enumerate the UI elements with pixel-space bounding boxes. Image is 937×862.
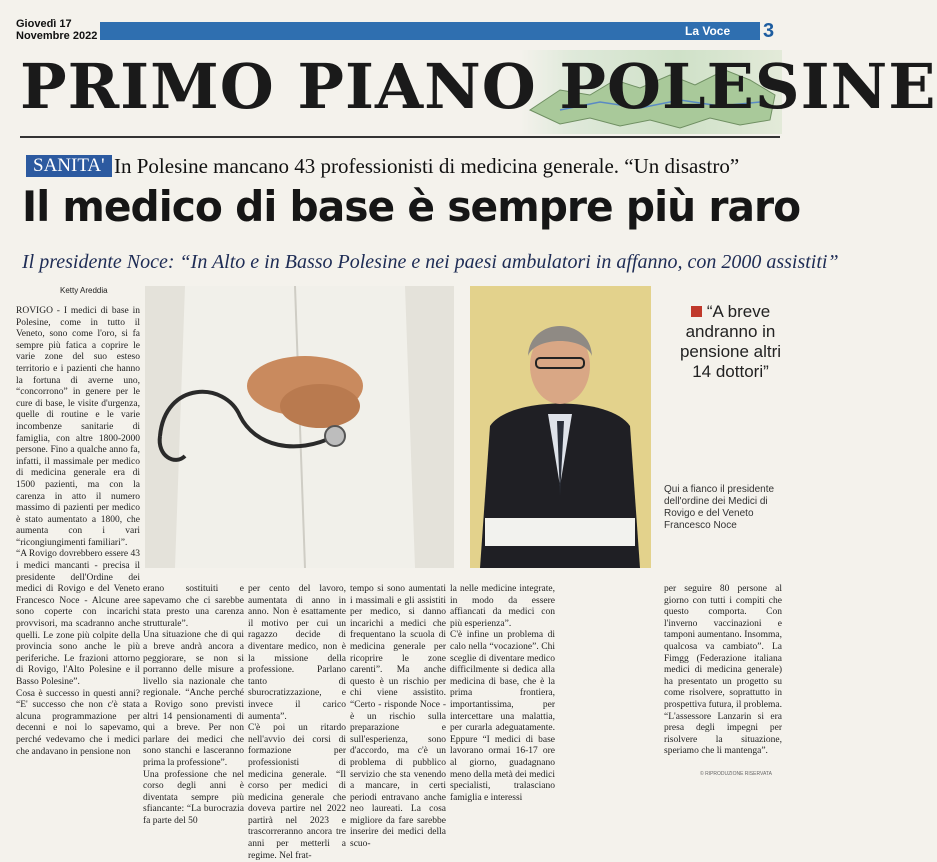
paragraph: per seguire 80 persone al giorno con tutti i compiti che questo comporta. Con l'inverno vaccinazioni e tamponi aumentano. Insomma, qualcosa va cambiato”. La Fimgg (Federazione italiana medici di medicina generale) ha presentato un progetto su come risolvere, soprattutto in prospettiva futura, il problema. “L'assessore Lanzarin si era presa degli impegni per risolvere la situazione, speriamo che li mantenga”. — [664, 584, 782, 757]
pull-quote-text: “A breve andranno in pensione altri 14 dottori” — [679, 302, 782, 381]
paragraph: C'è infine un problema di calo nella “vocazione”. Chi sceglie di diventare medico difficilmente si dedica alla medicina di base, che è la prima frontiera, importantissima, per intercettare una malattia, per curarla adeguatamente. Eppure “I medici di base lavorano ormai 16-17 ore al giorno, guadagnano meno della metà dei medici specialisti, tralasciano famiglia e interessi — [450, 630, 555, 803]
bullet-icon — [691, 306, 702, 317]
category-tag: SANITA' — [26, 155, 112, 177]
divider — [20, 136, 780, 138]
article-column-6 — [664, 584, 782, 770]
article-column-2 — [143, 584, 244, 826]
issue-month: Novembre 2022 — [16, 30, 98, 42]
article-column-1 — [16, 306, 140, 776]
article-column-5 — [450, 584, 555, 803]
page-number: 3 — [763, 20, 775, 42]
paragraph: C'è poi un ritardo nell'avvio dei corsi di formazione per professionisti di medicina generale. “Il corso per medici di medicina generale che doveva partire nel 2022 partirà nel 2023 e trascorreranno ancora tre anni per metterli a regime. Nel frat- — [248, 723, 346, 861]
issue-date — [16, 18, 97, 42]
paragraph: ROVIGO - I medici di base in Polesine, come in tutto il Veneto, sono come l'oro, si fa sempre più fatica a coprire le varie zone del suo esteso territorio e i pazienti che hanno la fortuna di averne uno, “concorrono” in genere per le cure di base, le visite d'urgenza, quelle di routine e le varie incombenze sanitarie di famiglia, con altre 1800-2000 persone. Fino a qualche anno fa, infatti, il massimale per medico di medicina generale era di 1500 pazienti, ma con la carenza in atto il numero massimo di pazienti per medico è stato aumentato a 1800, che aumenta con i vari “ricongiungimenti familiari”. — [16, 306, 140, 548]
paragraph: “A Rovigo dovrebbero essere 43 i medici mancanti - precisa il presidente dell'Ordine dei medici di Rovigo e del Veneto Francesco Noce - Alcune aree sono coperte con incarichi provvisori, ma scadranno anche quelli. Le zone più colpite della provincia sono anche le più periferiche. Le frazioni attorno di Rovigo, l'Alto Polesine e il Basso Polesine”. — [16, 549, 140, 687]
paragraph: tempo si sono aumentati i massimali e gli assistiti per medico, si danno incarichi a medici che frequentano la scuola di medicina generale per ricoprire le zone carenti”. Ma anche questo è un rischio per chi viene assistito. “Certo - risponde Noce - è un rischio sulla preparazione e sull'esperienza, sono d'accordo, ma c'è un problema di pubblico servizio che sta venendo a mancare, in certi periodi entravano anche neo laureati. La cosa migliore da fare sarebbe inserire dei medici della scuo- — [350, 584, 446, 850]
president-portrait-image — [470, 286, 651, 568]
header-bar — [100, 22, 760, 40]
photo-caption: Qui a fianco il presidente dell'ordine dei Medici di Rovigo e del Veneto Francesco Noce — [664, 484, 775, 531]
paragraph: la nelle medicine integrate, in modo da essere affiancati da medici con più esperienza”. — [450, 584, 555, 629]
doctor-hands-image — [145, 286, 454, 568]
issue-day: Giovedì 17 — [16, 18, 72, 30]
pull-quote — [678, 302, 783, 382]
paragraph: Una professione che nel corso degli anni è diventata sempre più sfiancante: “La burocrazia fa parte del 50 — [143, 769, 244, 826]
article-column-4 — [350, 584, 446, 850]
section-title: PRIMO PIANO POLESINE — [20, 50, 937, 123]
byline: Ketty Areddia — [60, 286, 108, 295]
copyright-note: © RIPRODUZIONE RISERVATA — [700, 771, 772, 777]
paragraph: Una situazione che di qui a breve andrà ancora a peggiorare, se non si porranno delle misure a livello sia nazionale che regionale. “Anche perché a Rovigo sono previsti altri 14 pensionamenti di qui a breve. Per non parlare dei medici che sono stanchi e lasceranno prima la professione”. — [143, 630, 244, 768]
kicker: In Polesine mancano 43 professionisti di medicina generale. “Un disastro” — [114, 154, 740, 178]
stethoscope-photo — [145, 286, 454, 568]
subheadline: Il presidente Noce: “In Alto e in Basso Polesine e nei paesi ambulatori in affanno, con 2000 assistiti” — [22, 251, 839, 273]
paragraph: erano sostituiti e sapevamo che ci sarebbe stata presto una carenza strutturale”. — [143, 584, 244, 629]
paragraph: per cento del lavoro, aumentata di anno in anno. Non è esattamente il motivo per cui un ragazzo decide di diventare medico, non è la missione della professione. Parlano tanto di sburocratizzazione, e invece il carico aumenta”. — [248, 584, 346, 722]
newspaper-name: La Voce — [685, 24, 731, 38]
headline: Il medico di base è sempre più raro — [22, 182, 801, 231]
portrait-photo — [470, 286, 651, 568]
paragraph: Cosa è successo in questi anni? “E' successo che non c'è stata alcuna programmazione per decenni e noi lo sapevamo, perché vedevamo che i medici che andavano in pensione non — [16, 688, 140, 757]
article-column-3 — [248, 584, 346, 861]
